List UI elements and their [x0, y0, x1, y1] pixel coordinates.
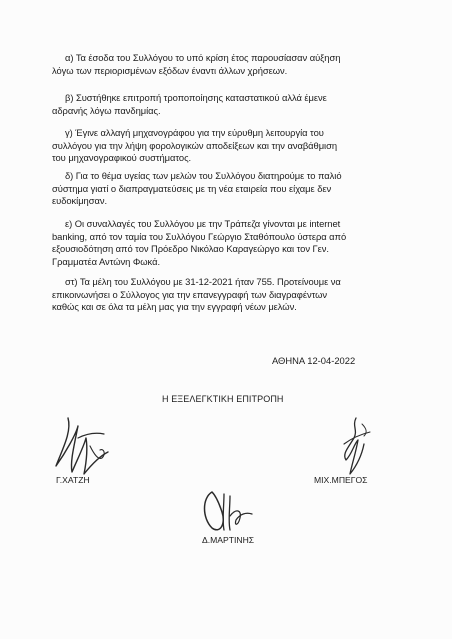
paragraph-f — [52, 276, 372, 314]
paragraph-d-line-1: δ) Για το θέμα υγείας των μελών του Συλλόγου διατηρούμε το παλιό — [65, 170, 342, 181]
paragraph-b-line-2: αδρανής λόγω πανδημίας. — [52, 104, 161, 116]
paragraph-c-line-2: συλλόγου για την λήψη φορολογικών αποδείξεων και την αναβάθμιση — [52, 139, 337, 151]
paragraph-c — [52, 127, 372, 165]
signature-right-graphic — [322, 414, 382, 480]
committee-heading: Η ΕΞΕΛΕΓΚΤΙΚΗ ΕΠΙΤΡΟΠΗ — [162, 394, 284, 404]
paragraph-d-line-3: ευδοκίμησαν. — [52, 195, 108, 207]
paragraph-a-line-1: α) Τα έσοδα του Συλλόγου το υπό κρίση έτος παρουσίασαν αύξηση — [65, 52, 341, 63]
signatory-right-name: ΜΙΧ.ΜΠΕΓΟΣ — [314, 475, 368, 485]
paragraph-c-line-1: γ) Έγινε αλλαγή μηχανογράφου για την εύρυθμη λειτουργία του — [65, 127, 324, 138]
paragraph-f-line-1: στ) Τα μέλη του Συλλόγου με 31-12-2021 ήταν 755. Προτείνουμε να — [65, 276, 341, 287]
paragraph-e-line-4: Γραμματέα Αντώνη Φωκά. — [52, 255, 160, 267]
signature-left-graphic — [48, 412, 118, 484]
paragraph-d-line-2: σύστημα γιατί ο διαπραγματεύσεις με τη νέα εταιρεία που είχαμε δεν — [52, 182, 332, 194]
paragraph-e-line-2: banking, από τον ταμία του Συλλόγου Γεώργιο Σταθόπουλο ύστερα από — [52, 230, 347, 242]
paragraph-a-line-2: λόγω των περιορισμένων εξόδων έναντι άλλων χρήσεων. — [52, 64, 288, 76]
signature-center-graphic — [196, 486, 256, 538]
paragraph-c-line-3: του μηχανογραφικού συστήματος. — [52, 152, 192, 164]
signatory-center-name: Δ.ΜΑΡΤΙΝΗΣ — [202, 535, 255, 545]
paragraph-a — [52, 52, 372, 77]
paragraph-b-line-1: β) Συστήθηκε επιτροπή τροποποίησης καταστατικού αλλά έμενε — [65, 92, 327, 103]
paragraph-b — [52, 92, 372, 117]
document-date: ΑΘΗΝΑ 12-04-2022 — [272, 355, 356, 366]
paragraph-e — [52, 218, 372, 268]
paragraph-f-line-2: επικοινωνήσει ο Σύλλογος για την επανεγγραφή των διαγραφέντων — [52, 288, 328, 300]
paragraph-e-line-3: εξουσιοδότηση από τον Πρόεδρο Νικόλαο Καραγεώργο και τον Γεν. — [52, 243, 329, 255]
paragraph-f-line-3: καθώς και σε όλα τα μέλη μας για την εγγραφή νέων μελών. — [52, 301, 297, 313]
paragraph-d — [52, 170, 372, 208]
paragraph-e-line-1: ε) Οι συναλλαγές του Συλλόγου με την Τράπεζα γίνονται με internet — [65, 218, 341, 229]
signatory-left-name: Γ.ΧΑΤΖΗ — [56, 475, 90, 485]
